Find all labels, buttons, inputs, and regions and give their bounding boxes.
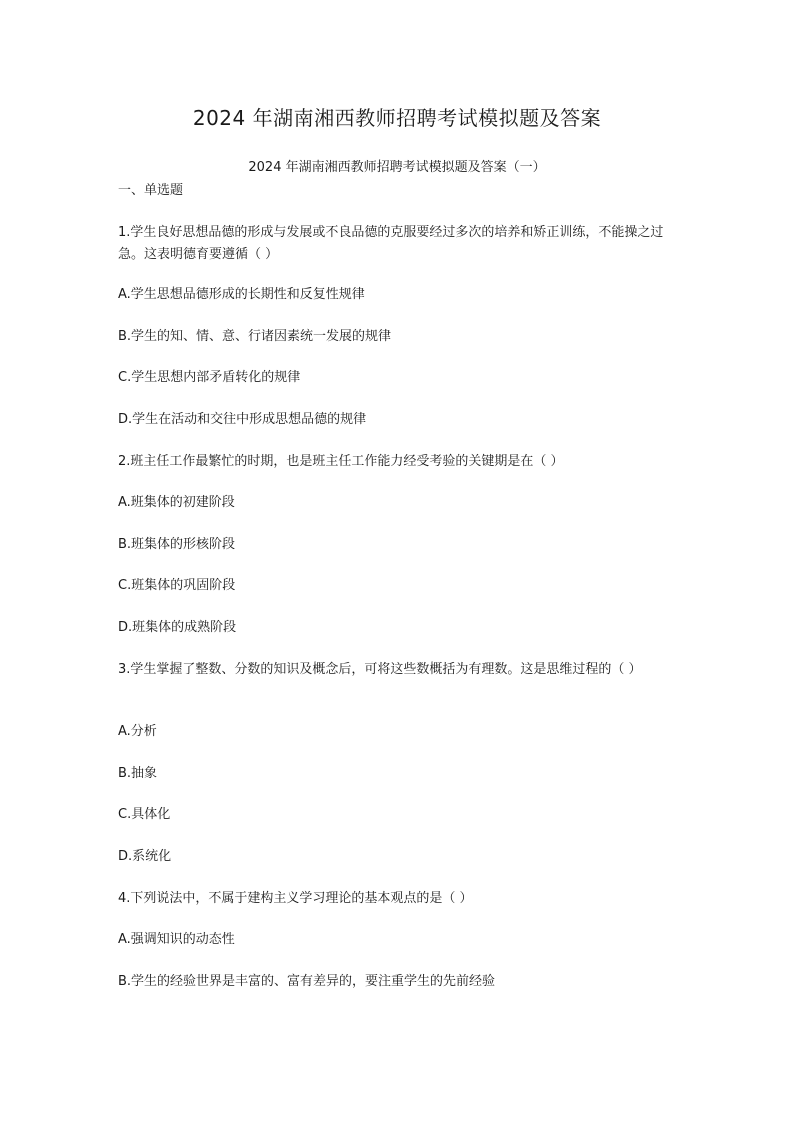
question-2-option-d: D.班集体的成熟阶段 <box>118 620 237 635</box>
question-1-option-d: D.学生在活动和交往中形成思想品德的规律 <box>118 412 367 427</box>
question-2-option-a: A.班集体的初建阶段 <box>118 495 235 510</box>
question-1-option-b: B.学生的知、情、意、行诸因素统一发展的规律 <box>118 329 392 344</box>
question-stem-3: 3.学生掌握了整数、分数的知识及概念后，可将这些数概括为有理数。这是思维过程的（ ） <box>118 662 642 677</box>
question-stem-1: 1.学生良好思想品德的形成与发展或不良品德的克服要经过多次的培养和矫正训练，不能操之过急。这表明德育要遵循（ ） <box>118 225 664 262</box>
question-2-option-b: B.班集体的形核阶段 <box>118 537 236 552</box>
document-subtitle: 2024 年湖南湘西教师招聘考试模拟题及答案（一） <box>248 160 546 175</box>
question-3-option-a: A.分析 <box>118 724 157 739</box>
question-stem-4: 4.下列说法中，不属于建构主义学习理论的基本观点的是（ ） <box>118 891 473 906</box>
question-4-option-b: B.学生的经验世界是丰富的、富有差异的，要注重学生的先前经验 <box>118 974 496 989</box>
question-3-option-b: B.抽象 <box>118 766 158 781</box>
question-3-option-c: C.具体化 <box>118 807 171 822</box>
question-stem-2: 2.班主任工作最繁忙的时期，也是班主任工作能力经受考验的关键期是在（ ） <box>118 454 564 469</box>
question-4-option-a: A.强调知识的动态性 <box>118 932 235 947</box>
question-1-option-a: A.学生思想品德形成的长期性和反复性规律 <box>118 287 365 302</box>
document-title: 2024 年湖南湘西教师招聘考试模拟题及答案 <box>192 106 602 130</box>
section-heading: 一、单选题 <box>118 183 184 198</box>
question-3-option-d: D.系统化 <box>118 849 172 864</box>
question-2-option-c: C.班集体的巩固阶段 <box>118 578 236 593</box>
question-1-option-c: C.学生思想内部矛盾转化的规律 <box>118 370 301 385</box>
